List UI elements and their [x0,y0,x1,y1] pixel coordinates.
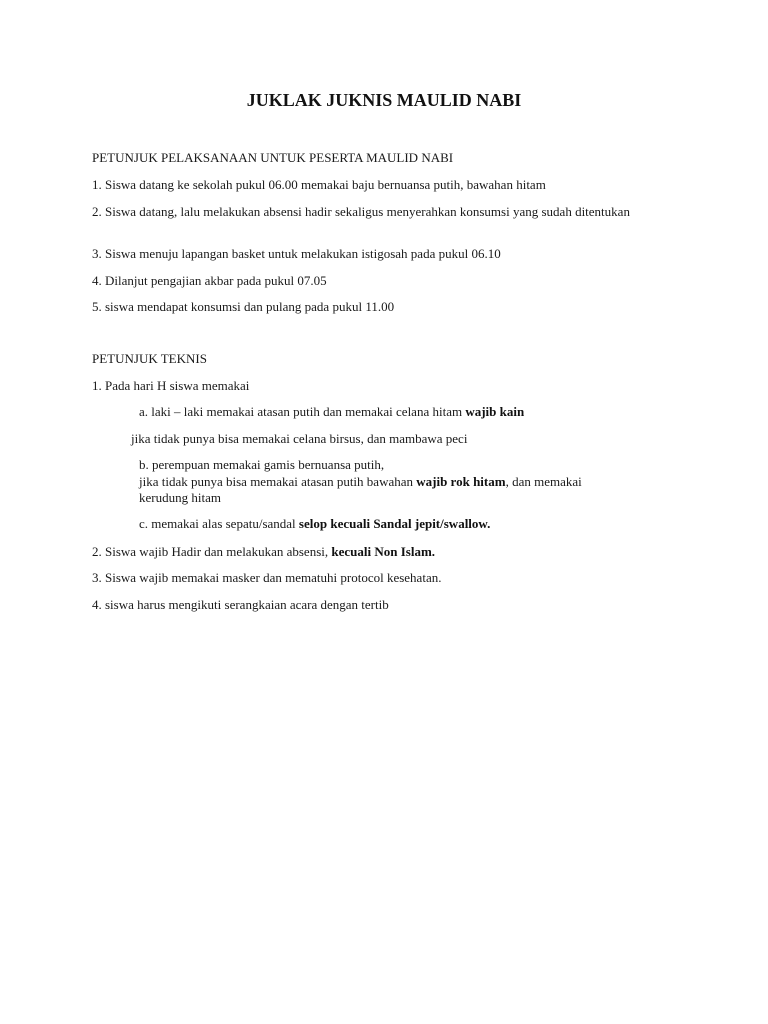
list-item [92,544,435,560]
sub-item-a-bold: wajib kain [465,404,525,419]
item2-text: 2. Siswa wajib Hadir dan melakukan absensi, [92,544,332,559]
list-item: 5. siswa mendapat konsumsi dan pulang pada pukul 11.00 [92,299,395,314]
sub-item-a-text: a. laki – laki memakai atasan putih dan memakai celana hitam [139,404,466,419]
sub-item-c [139,516,490,532]
sub-item-c-bold: selop kecuali Sandal jepit/swallow. [298,516,491,531]
list-item: 1. Siswa datang ke sekolah pukul 06.00 memakai baju bernuansa putih, bawahan hitam [92,177,546,192]
sub-item-b-line2 [139,474,582,490]
list-item: 3. Siswa wajib memakai masker dan mematuhi protocol kesehatan. [92,570,442,585]
list-item: 1. Pada hari H siswa memakai [92,378,250,393]
list-item: 3. Siswa menuju lapangan basket untuk melakukan istigosah pada pukul 06.10 [92,246,501,261]
list-item: 4. Dilanjut pengajian akbar pada pukul 07.05 [92,273,327,288]
sub-item-a [139,404,524,420]
list-item: 4. siswa harus mengikuti serangkaian acara dengan tertib [92,597,389,612]
list-item: 2. Siswa datang, lalu melakukan absensi hadir sekaligus menyerahkan konsumsi yang sudah ditentukan [92,204,630,219]
sub-item-a-note: jika tidak punya bisa memakai celana birsus, dan mambawa peci [131,431,468,446]
document-title: JUKLAK JUKNIS MAULID NABI [246,90,522,110]
sub-item-b-line2-post: , dan memakai [505,474,582,489]
sub-item-b-line1: b. perempuan memakai gamis bernuansa putih, [139,457,385,472]
section-heading-pelaksanaan: PETUNJUK PELAKSANAAN UNTUK PESERTA MAULID NABI [92,150,454,165]
sub-item-b-line2-bold: wajib rok hitam [416,474,506,489]
sub-item-c-text: c. memakai alas sepatu/sandal [139,516,299,531]
item2-bold: kecuali Non Islam. [331,544,436,559]
section-heading-teknis: PETUNJUK TEKNIS [92,351,207,366]
sub-item-b-line2-pre: jika tidak punya bisa memakai atasan putih bawahan [139,474,417,489]
sub-item-b-line3: kerudung hitam [139,490,221,505]
